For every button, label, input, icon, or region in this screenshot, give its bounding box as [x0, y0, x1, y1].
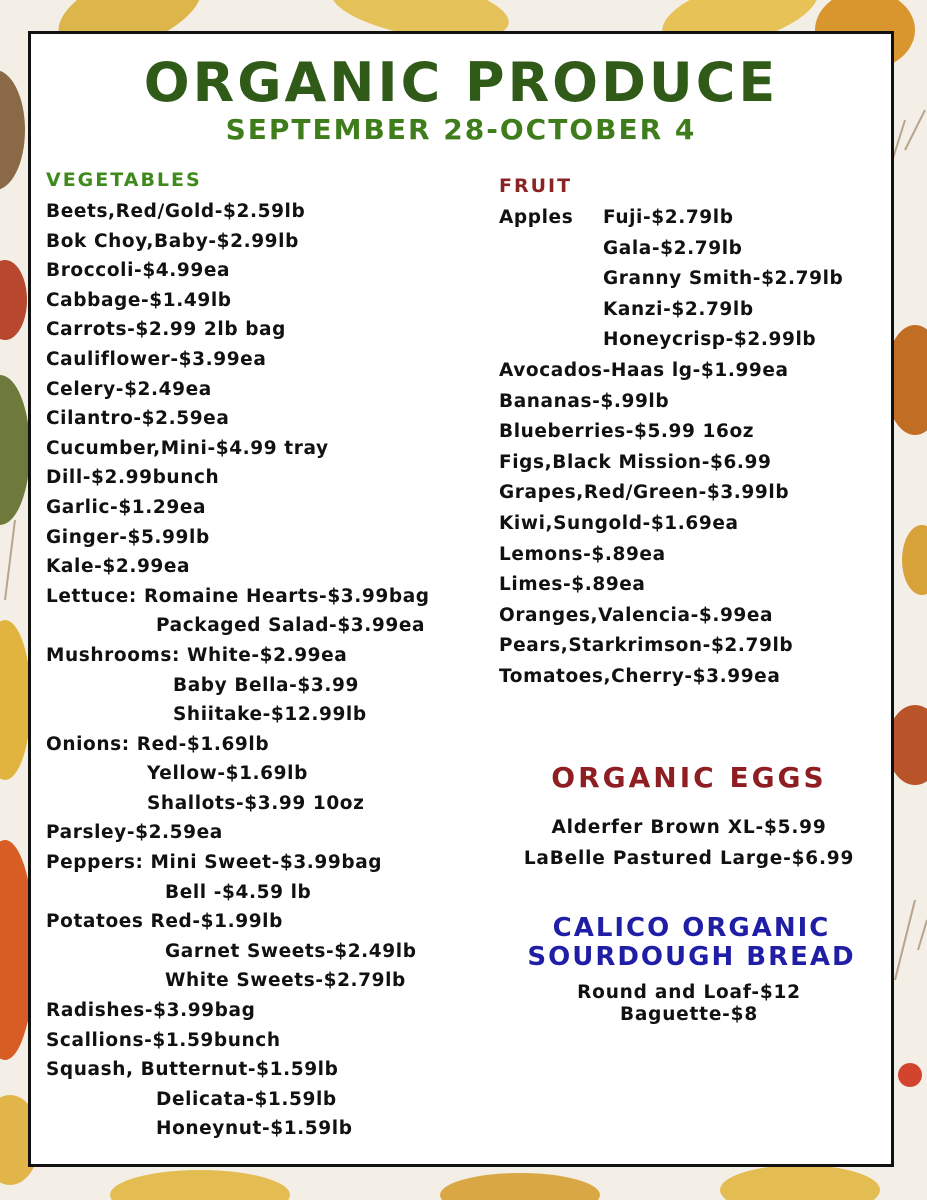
list-item: Honeynut-$1.59lb [156, 1118, 353, 1140]
list-item: Figs,Black Mission-$6.99 [499, 451, 772, 473]
list-item: Ginger-$5.99lb [46, 526, 210, 548]
list-item: Peppers: Mini Sweet-$3.99bag [46, 852, 383, 874]
flyer-title: ORGANIC PRODUCE [143, 51, 779, 114]
list-item: Blueberries-$5.99 16oz [499, 421, 755, 443]
list-item: Garlic-$1.29ea [46, 496, 207, 518]
list-item: Kale-$2.99ea [46, 556, 191, 578]
list-item: Baguette-$8 [619, 1004, 758, 1025]
list-item: Alderfer Brown XL-$5.99 [551, 817, 827, 838]
apples-label: Apples [499, 207, 574, 228]
list-item [499, 203, 889, 234]
list-item: Carrots-$2.99 2lb bag [46, 319, 286, 341]
list-item: Bananas-$.99lb [499, 390, 670, 412]
bread-heading-line2: SOURDOUGH BREAD [527, 942, 856, 972]
list-item: Lettuce: Romaine Hearts-$3.99bag [46, 585, 430, 607]
eggs-heading: ORGANIC EGGS [551, 761, 827, 794]
list-item: Broccoli-$4.99ea [46, 260, 231, 282]
fruit-list [499, 203, 889, 693]
list-item: Gala-$2.79lb [603, 237, 743, 259]
list-item: Beets,Red/Gold-$2.59lb [46, 201, 306, 222]
list-item: Bell -$4.59 lb [165, 881, 312, 903]
list-item: Round and Loaf-$12 [577, 982, 801, 1003]
list-item: Oranges,Valencia-$.99ea [499, 604, 774, 626]
list-item: LaBelle Pastured Large-$6.99 [523, 848, 855, 869]
vegetables-section [46, 169, 496, 1144]
list-item: Cauliflower-$3.99ea [46, 348, 267, 370]
list-item: Scallions-$1.59bunch [46, 1029, 281, 1051]
list-item: Kiwi,Sungold-$1.69ea [499, 512, 739, 534]
list-item: Granny Smith-$2.79lb [603, 268, 844, 290]
list-item: Limes-$.89ea [499, 574, 646, 596]
list-item: Radishes-$3.99bag [46, 1000, 256, 1022]
vegetables-heading: VEGETABLES [46, 169, 202, 191]
eggs-list [499, 812, 879, 874]
list-item: Squash, Butternut-$1.59lb [46, 1059, 339, 1081]
fruit-section [499, 175, 889, 693]
list-item: Onions: Red-$1.69lb [46, 733, 270, 755]
list-item: Delicata-$1.59lb [156, 1088, 337, 1110]
fruit-heading: FRUIT [499, 175, 573, 197]
vegetables-list [46, 197, 496, 1144]
list-item: Honeycrisp-$2.99lb [603, 329, 817, 351]
list-item: Grapes,Red/Green-$3.99lb [499, 482, 790, 504]
list-item: Garnet Sweets-$2.49lb [165, 940, 417, 962]
list-item: Tomatoes,Cherry-$3.99ea [499, 665, 781, 687]
list-item: Potatoes Red-$1.99lb [46, 911, 283, 933]
list-item: Kanzi-$2.79lb [603, 298, 754, 320]
flyer-card [28, 31, 894, 1167]
list-item: Bok Choy,Baby-$2.99lb [46, 230, 299, 252]
list-item: Pears,Starkrimson-$2.79lb [499, 635, 794, 657]
bread-list [499, 982, 879, 1026]
flyer-dates: SEPTEMBER 28-OCTOBER 4 [225, 113, 697, 146]
list-item: Cabbage-$1.49lb [46, 289, 232, 311]
bread-heading [499, 914, 884, 972]
list-item: Cucumber,Mini-$4.99 tray [46, 437, 329, 459]
list-item: White Sweets-$2.79lb [165, 970, 406, 992]
list-item: Shiitake-$12.99lb [173, 704, 367, 726]
list-item: Parsley-$2.59ea [46, 822, 223, 844]
list-item: Avocados-Haas lg-$1.99ea [499, 359, 789, 381]
bread-heading-line1: CALICO ORGANIC [552, 913, 831, 943]
list-item: Dill-$2.99bunch [46, 467, 220, 489]
apple-variety: Fuji-$2.79lb [603, 207, 734, 228]
list-item: Baby Bella-$3.99 [173, 674, 359, 696]
list-item: Packaged Salad-$3.99ea [156, 615, 426, 637]
list-item: Yellow-$1.69lb [147, 763, 308, 785]
list-item: Cilantro-$2.59ea [46, 408, 230, 430]
list-item: Shallots-$3.99 10oz [147, 792, 365, 814]
list-item: Mushrooms: White-$2.99ea [46, 644, 348, 666]
list-item: Celery-$2.49ea [46, 378, 212, 400]
list-item: Lemons-$.89ea [499, 543, 666, 565]
